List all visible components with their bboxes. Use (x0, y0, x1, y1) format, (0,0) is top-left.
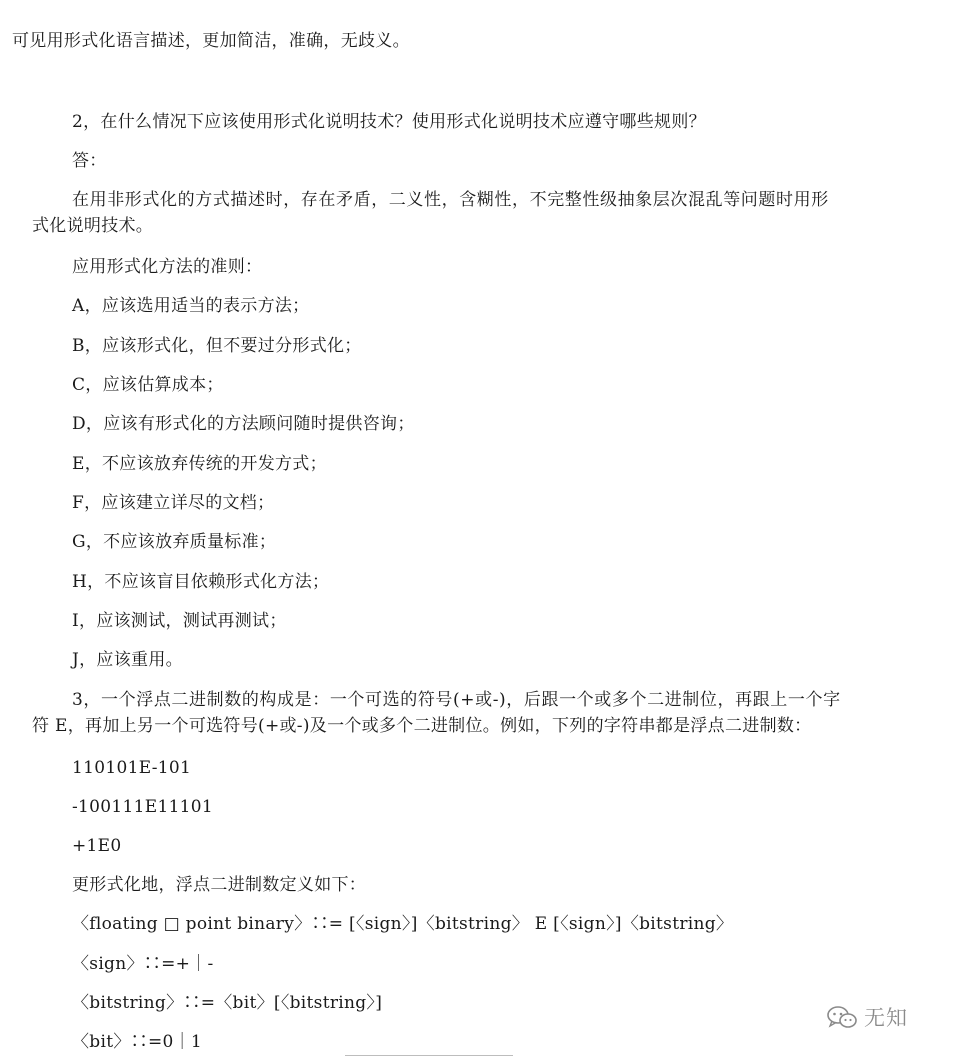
watermark-text: 无知 (864, 1006, 908, 1030)
question-3-line-2: 符 E，再加上另一个可选符号(+或-)及一个或多个二进制位。例如，下列的字符串都是浮点二进制数： (32, 716, 812, 736)
grammar-rule: 〈sign〉∷=+｜- (72, 954, 214, 974)
rule-item: B，应该形式化，但不要过分形式化； (72, 336, 362, 356)
rule-item: E，不应该放弃传统的开发方式； (72, 454, 327, 474)
rule-item: H，不应该盲目依赖形式化方法； (72, 572, 330, 592)
bottom-divider (345, 1055, 513, 1056)
grammar-rule: 〈bitstring〉∷=〈bit〉[〈bitstring〉] (72, 993, 383, 1013)
example-string: +1E0 (72, 836, 122, 856)
answer-paragraph-line-2: 式化说明技术。 (32, 216, 154, 236)
rule-item: D，应该有形式化的方法顾问随时提供咨询； (72, 414, 415, 434)
rule-item: J，应该重用。 (72, 650, 183, 670)
answer-paragraph-line-1: 在用非形式化的方式描述时，存在矛盾，二义性，含糊性，不完整性级抽象层次混乱等问题时用形 (72, 190, 829, 210)
watermark (826, 1002, 908, 1032)
answer-label: 答： (72, 151, 107, 171)
rule-item: I，应该测试，测试再测试； (72, 611, 287, 631)
example-string: 110101E-101 (72, 758, 192, 778)
example-string: -100111E11101 (72, 797, 214, 817)
definition-intro: 更形式化地，浮点二进制数定义如下： (72, 875, 367, 895)
rules-heading: 应用形式化方法的准则： (72, 257, 263, 277)
wechat-icon (826, 1004, 858, 1030)
rule-item: F，应该建立详尽的文档； (72, 493, 275, 513)
grammar-rule: 〈floating □ point binary〉∷= [〈sign〉]〈bitstring〉 E [〈sign〉]〈bitstring〉 (72, 914, 734, 934)
rule-item: G，不应该放弃质量标准； (72, 532, 277, 552)
question-2: 2，在什么情况下应该使用形式化说明技术？使用形式化说明技术应遵守哪些规则？ (72, 112, 706, 132)
rule-item: C，应该估算成本； (72, 375, 224, 395)
question-3-line-1: 3，一个浮点二进制数的构成是：一个可选的符号(+或-)，后跟一个或多个二进制位，再跟上一个字 (72, 690, 841, 710)
grammar-rule: 〈bit〉∷=0｜1 (72, 1032, 203, 1052)
intro-line: 可见用形式化语言描述，更加简洁，准确，无歧义。 (12, 31, 410, 51)
rule-item: A，应该选用适当的表示方法； (72, 296, 310, 316)
